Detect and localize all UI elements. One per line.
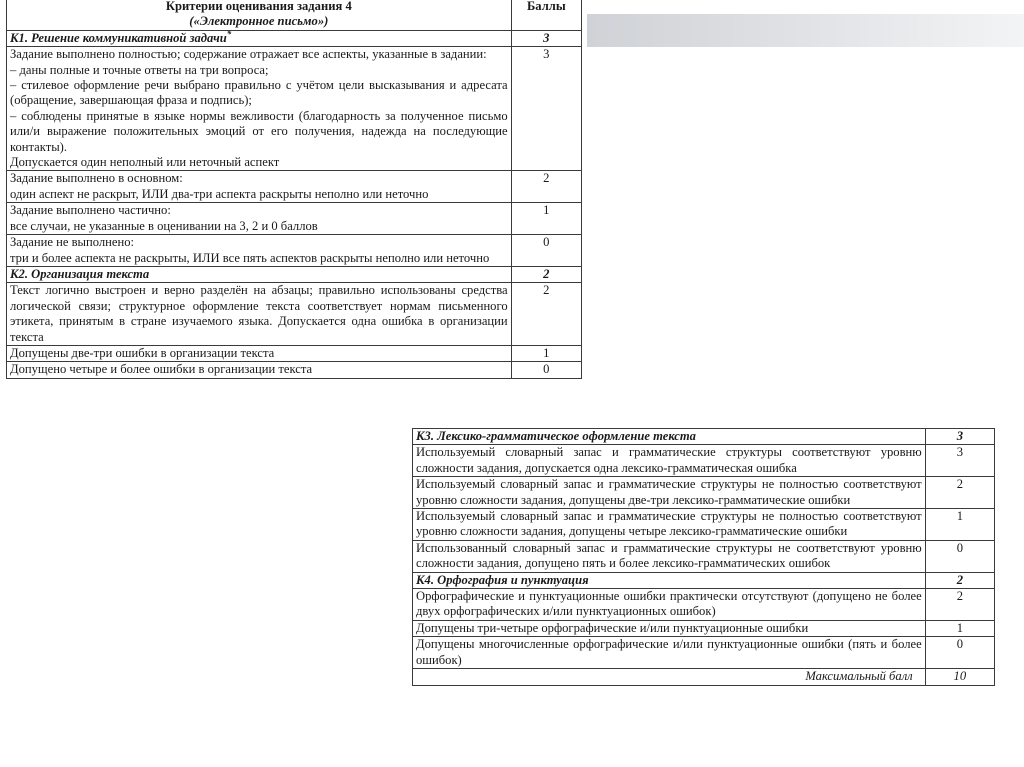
description-line: – соблюдены принятые в языке нормы вежливости (благодарность за полученное письмо или/и выражение положительных эмоций от его получения, надежда на последующие контакты). xyxy=(10,108,508,154)
section-k2-max: 2 xyxy=(511,266,581,282)
description-line: Допускается один неполный или неточный аспект xyxy=(10,155,280,170)
decorative-gradient-bar xyxy=(587,14,1024,47)
total-value: 10 xyxy=(925,669,994,685)
description-line: Допущены три-четыре орфографические и/или пунктуационные ошибки xyxy=(416,620,809,635)
criteria-row xyxy=(413,540,995,572)
description-line: три и более аспекта не раскрыты, ИЛИ все пять аспектов раскрыты неполно или неточно xyxy=(10,250,490,265)
criteria-row xyxy=(413,477,995,509)
criteria-points: 0 xyxy=(511,235,581,267)
criteria-table-part-2 xyxy=(412,428,995,686)
criteria-points: 3 xyxy=(511,47,581,171)
criteria-points: 1 xyxy=(925,620,994,636)
points-column-header: Баллы xyxy=(511,0,581,30)
criteria-row xyxy=(7,203,582,235)
section-k1-max: 3 xyxy=(511,30,581,46)
description-line: Орфографические и пунктуационные ошибки практически отсутствуют (допущено не более двух орфографических и/или пунктуационных ошибок) xyxy=(416,589,922,619)
criteria-row xyxy=(413,509,995,541)
criteria-description xyxy=(7,47,512,171)
description-line: Допущены две-три ошибки в организации текста xyxy=(10,345,275,360)
section-k3-title: К3. Лексико-грамматическое оформление текста xyxy=(413,429,926,445)
section-k2-title: К2. Организация текста xyxy=(7,266,512,282)
description-line: Задание выполнено частично: xyxy=(10,203,171,218)
criteria-description xyxy=(413,445,926,477)
criteria-points: 3 xyxy=(925,445,994,477)
table-title xyxy=(7,0,512,30)
criteria-row xyxy=(7,283,582,346)
criteria-points: 0 xyxy=(925,540,994,572)
criteria-table-part-1 xyxy=(6,0,582,379)
section-k2-header xyxy=(7,266,582,282)
criteria-description xyxy=(413,477,926,509)
description-line: Используемый словарный запас и грамматические структуры не полностью соответствуют уровню сложности задания, допущены четыре лексико-грамматические ошибки xyxy=(416,509,922,539)
criteria-row xyxy=(7,235,582,267)
criteria-description xyxy=(7,171,512,203)
criteria-description xyxy=(413,620,926,636)
description-line: Использованный словарный запас и грамматические структуры не соответствуют уровню сложности задания, допущено пять и более лексико-грамматических ошибок xyxy=(416,540,922,571)
description-line: Задание не выполнено: xyxy=(10,235,135,250)
criteria-description xyxy=(413,589,926,621)
criteria-row xyxy=(7,47,582,171)
section-k4-max: 2 xyxy=(925,572,994,588)
section-k3-max: 3 xyxy=(925,429,994,445)
criteria-description xyxy=(413,540,926,572)
description-line: один аспект не раскрыт, ИЛИ два-три аспекта раскрыты неполно или неточно xyxy=(10,186,429,201)
description-line: Используемый словарный запас и грамматические структуры соответствуют уровню сложности задания, допускается одна лексико-грамматическая ошибка xyxy=(416,445,922,475)
table-title-line-2: («Электронное письмо») xyxy=(189,14,329,29)
criteria-row xyxy=(413,589,995,621)
description-line: – стилевое оформление речи выбрано правильно с учётом цели высказывания и адресата (обращение, завершающая фраза и подпись); xyxy=(10,78,508,108)
criteria-row xyxy=(7,362,582,378)
criteria-points: 2 xyxy=(925,477,994,509)
total-row xyxy=(413,669,995,685)
table-title-line-1: Критерии оценивания задания 4 xyxy=(165,0,352,13)
criteria-description xyxy=(413,637,926,669)
criteria-row xyxy=(7,345,582,361)
criteria-description xyxy=(7,345,512,361)
criteria-description xyxy=(413,509,926,541)
description-line: Допущены многочисленные орфографические и/или пунктуационные ошибки (пять и более ошибок) xyxy=(416,637,922,667)
criteria-row xyxy=(413,620,995,636)
criteria-points: 0 xyxy=(925,637,994,669)
criteria-points: 1 xyxy=(511,345,581,361)
criteria-points: 2 xyxy=(511,171,581,203)
section-k4-header xyxy=(413,572,995,588)
criteria-description xyxy=(7,362,512,378)
section-k1-header xyxy=(7,30,582,46)
criteria-row xyxy=(7,171,582,203)
table-header-row xyxy=(7,0,582,30)
footnote-star: * xyxy=(226,28,232,39)
criteria-points: 1 xyxy=(925,509,994,541)
criteria-points: 1 xyxy=(511,203,581,235)
description-line: Задание выполнено в основном: xyxy=(10,171,183,186)
criteria-points: 2 xyxy=(511,283,581,346)
criteria-description xyxy=(7,235,512,267)
description-line: Задание выполнено полностью; содержание отражает все аспекты, указанные в задании: xyxy=(10,47,487,62)
criteria-points: 2 xyxy=(925,589,994,621)
criteria-row xyxy=(413,445,995,477)
description-line: – даны полные и точные ответы на три вопроса; xyxy=(10,62,269,77)
criteria-points: 0 xyxy=(511,362,581,378)
description-line: Текст логично выстроен и верно разделён на абзацы; правильно использованы средства логической связи; структурное оформление текста соответствует нормам письменного этикета, принятым в стране изучаемого языка. Допускается одна ошибка в организации текста xyxy=(10,283,508,344)
criteria-row xyxy=(413,637,995,669)
section-k1-title: К1. Решение коммуникативной задачи xyxy=(10,30,227,45)
description-line: Допущено четыре и более ошибки в организации текста xyxy=(10,362,313,377)
criteria-description xyxy=(7,203,512,235)
criteria-description xyxy=(7,283,512,346)
section-k4-title: К4. Орфография и пунктуация xyxy=(413,572,926,588)
section-k3-header xyxy=(413,429,995,445)
description-line: все случаи, не указанные в оценивании на 3, 2 и 0 баллов xyxy=(10,218,318,233)
total-label: Максимальный балл xyxy=(413,669,926,685)
description-line: Используемый словарный запас и грамматические структуры не полностью соответствуют уровню сложности задания, допущены две-три лексико-грамматические ошибки xyxy=(416,477,922,507)
